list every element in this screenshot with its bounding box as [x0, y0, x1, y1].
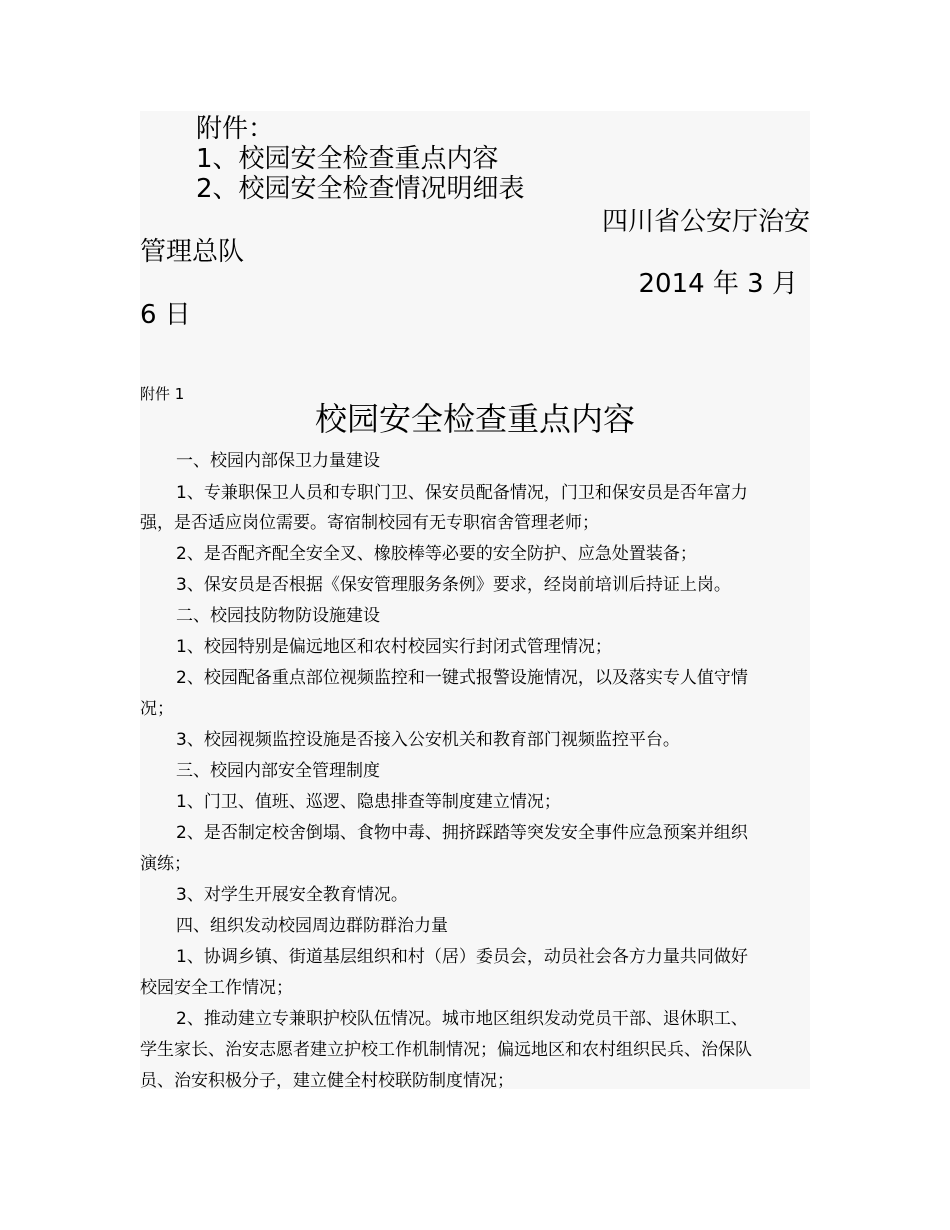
section-1-paragraph-2: 2、是否配齐配全安全叉、橡胶棒等必要的安全防护、应急处置装备；: [176, 544, 697, 564]
section-3-paragraph-1: 1、门卫、值班、巡逻、隐患排查等制度建立情况；: [176, 792, 561, 812]
attachment-label: 附件：: [196, 114, 275, 144]
section-3-paragraph-2-line-2: 演练；: [140, 854, 191, 874]
section-3-paragraph-2-line-1: 2、是否制定校舍倒塌、食物中毒、拥挤踩踏等突发安全事件应急预案并组织: [176, 823, 748, 843]
section-1-title: 一、校园内部保卫力量建设: [176, 451, 380, 471]
attachment-item-2: 2、校园安全检查情况明细表: [196, 174, 525, 204]
section-4-paragraph-1-line-2: 校园安全工作情况；: [140, 978, 293, 998]
section-1-paragraph-1-line-1: 1、专兼职保卫人员和专职门卫、保安员配备情况，门卫和保安员是否年富力: [176, 483, 748, 503]
attachment-item-1: 1、校园安全检查重点内容: [196, 144, 499, 174]
issue-date-line-2: 6 日: [140, 300, 191, 330]
appendix-label: 附件 1: [140, 385, 185, 403]
issuer-org-line-1: 四川省公安厅治安: [601, 207, 810, 237]
section-3-paragraph-3: 3、对学生开展安全教育情况。: [176, 885, 408, 905]
section-1-paragraph-3: 3、保安员是否根据《保安管理服务条例》要求，经岗前培训后持证上岗。: [176, 575, 731, 595]
section-2-paragraph-2-line-1: 2、校园配备重点部位视频监控和一键式报警设施情况，以及落实专人值守情: [176, 668, 748, 688]
section-3-title: 三、校园内部安全管理制度: [176, 761, 380, 781]
issuer-org-line-2: 管理总队: [140, 237, 245, 267]
section-4-paragraph-2-line-2: 学生家长、治安志愿者建立护校工作机制情况；偏远地区和农村组织民兵、治保队: [140, 1040, 752, 1060]
section-2-paragraph-3: 3、校园视频监控设施是否接入公安机关和教育部门视频监控平台。: [176, 730, 680, 750]
section-4-paragraph-2-line-3: 员、治安积极分子，建立健全村校联防制度情况；: [140, 1071, 514, 1091]
section-4-paragraph-2-line-1: 2、推动建立专兼职护校队伍情况。城市地区组织发动党员干部、退休职工、: [176, 1009, 748, 1029]
section-4-paragraph-1-line-1: 1、协调乡镇、街道基层组织和村（居）委员会，动员社会各方力量共同做好: [176, 947, 748, 967]
section-2-title: 二、校园技防物防设施建设: [176, 606, 380, 626]
section-2-paragraph-1: 1、校园特别是偏远地区和农村校园实行封闭式管理情况；: [176, 637, 612, 657]
section-1-paragraph-1-line-2: 强，是否适应岗位需要。寄宿制校园有无专职宿舍管理老师；: [140, 513, 599, 533]
issue-date-line-1: 2014 年 3 月: [638, 269, 798, 299]
section-2-paragraph-2-line-2: 况；: [140, 699, 174, 719]
section-4-title: 四、组织发动校园周边群防群治力量: [176, 916, 448, 936]
document-title: 校园安全检查重点内容: [314, 400, 635, 438]
